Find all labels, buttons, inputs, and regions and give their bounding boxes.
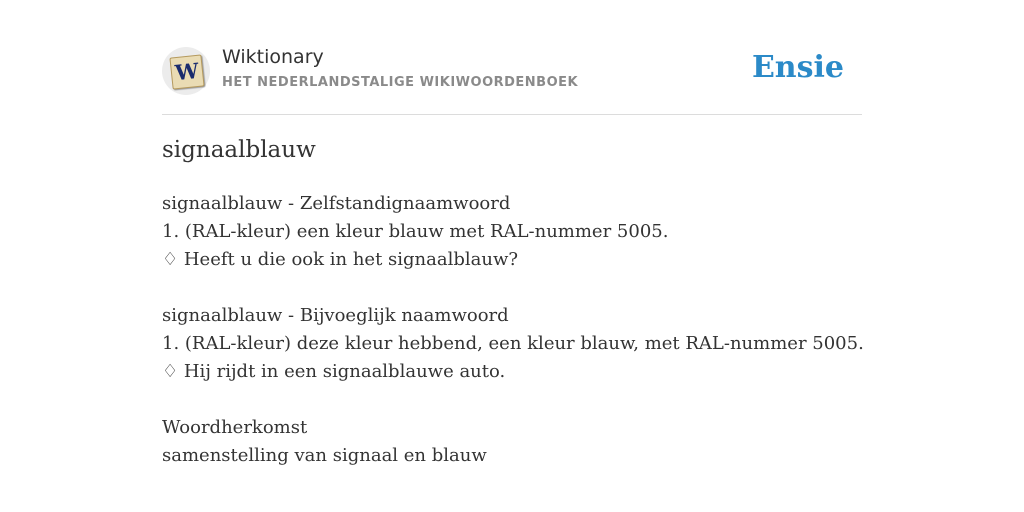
definition-text: 1. (RAL-kleur) een kleur blauw met RAL-nummer 5005.	[162, 221, 669, 242]
wiktionary-logo[interactable]	[162, 47, 210, 95]
definition-text: 1. (RAL-kleur) deze kleur hebbend, een kleur blauw, met RAL-nummer 5005.	[162, 333, 864, 354]
site-tagline: HET NEDERLANDSTALIGE WIKIWOORDENBOEK	[222, 75, 579, 90]
definition-section-adjective	[162, 302, 862, 386]
site-name[interactable]: Wiktionary	[222, 46, 324, 68]
section-heading: signaalblauw - Bijvoeglijk naamwoord	[162, 305, 509, 326]
example-text: ♢ Hij rijdt in een signaalblauwe auto.	[162, 361, 506, 382]
wiktionary-tile-icon: W	[169, 54, 204, 89]
ensie-logo[interactable]: Ensie	[751, 50, 844, 85]
definition-section-noun	[162, 190, 862, 274]
etymology-section	[162, 414, 862, 470]
example-text: ♢ Heeft u die ook in het signaalblauw?	[162, 249, 519, 270]
etymology-text: samenstelling van signaal en blauw	[162, 445, 487, 466]
section-heading: signaalblauw - Zelfstandignaamwoord	[162, 193, 511, 214]
etymology-heading: Woordherkomst	[162, 417, 308, 438]
entry-content	[162, 190, 862, 470]
page-title: signaalblauw	[162, 137, 316, 163]
site-header	[162, 44, 862, 115]
